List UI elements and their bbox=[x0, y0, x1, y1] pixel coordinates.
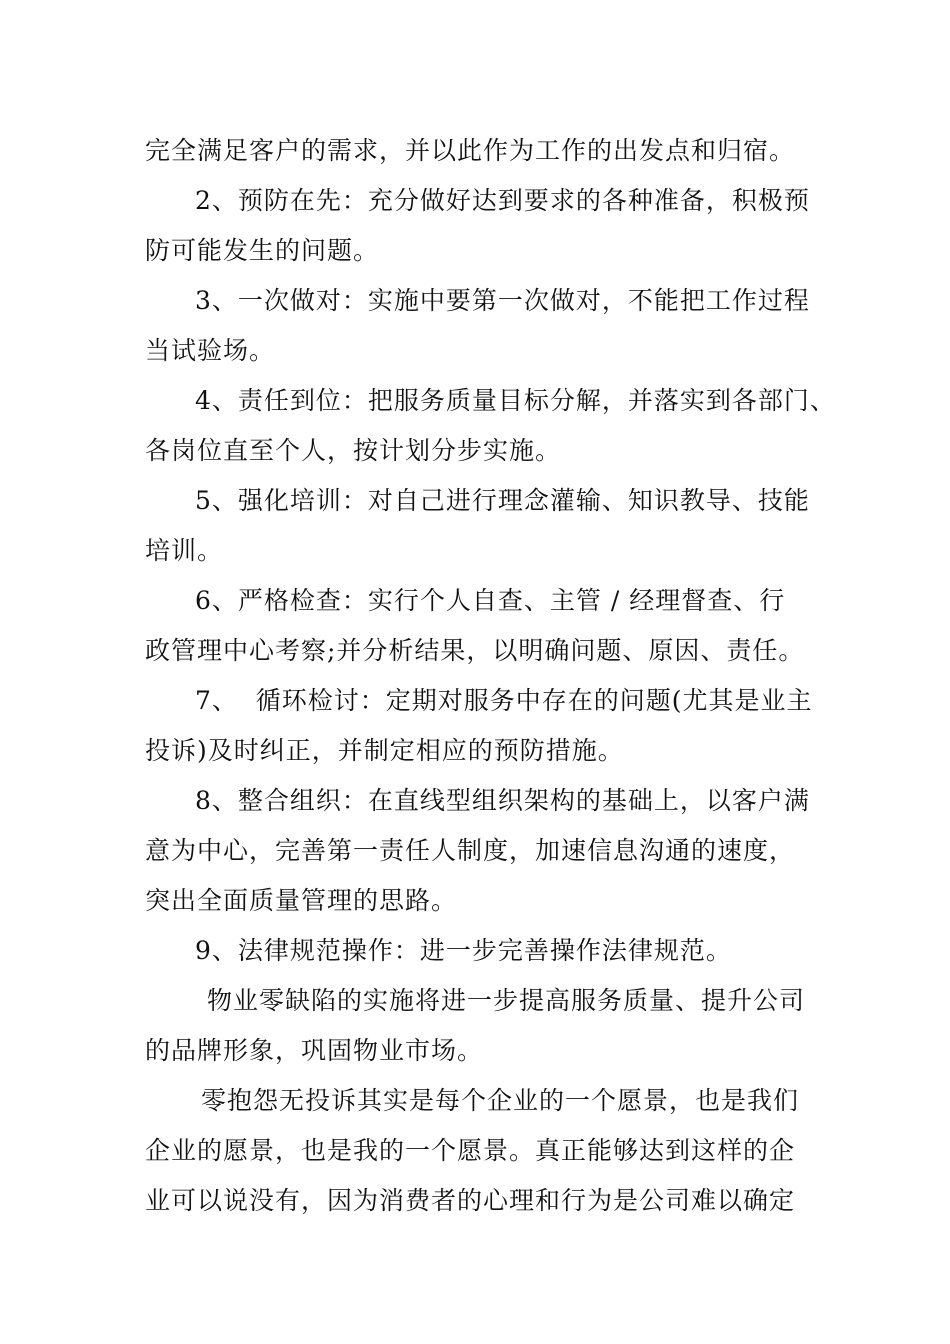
text-line: 4、责任到位：把服务质量目标分解，并落实到各部门、 bbox=[195, 386, 836, 415]
text-line: 8、整合组织：在直线型组织架构的基础上，以客户满 bbox=[195, 786, 810, 815]
text-line: 业可以说没有，因为消费者的心理和行为是公司难以确定 bbox=[145, 1186, 796, 1215]
text-line: 当试验场。 bbox=[145, 336, 276, 365]
text-line: 5、强化培训：对自己进行理念灌输、知识教导、技能 bbox=[195, 486, 810, 515]
text-line: 各岗位直至个人，按计划分步实施。 bbox=[145, 436, 562, 465]
text-line: 的品牌形象，巩固物业市场。 bbox=[145, 1036, 484, 1065]
text-line: 突出全面质量管理的思路。 bbox=[145, 886, 458, 915]
text-line: 3、一次做对：实施中要第一次做对，不能把工作过程 bbox=[195, 286, 810, 315]
text-line: 2、预防在先：充分做好达到要求的各种准备，积极预 bbox=[195, 186, 810, 215]
text-line: 物业零缺陷的实施将进一步提高服务质量、提升公司 bbox=[207, 986, 806, 1015]
text-line: 企业的愿景，也是我的一个愿景。真正能够达到这样的企 bbox=[145, 1136, 796, 1165]
text-line: 防可能发生的问题。 bbox=[145, 236, 380, 265]
document-body bbox=[145, 126, 836, 1226]
text-line: 完全满足客户的需求，并以此作为工作的出发点和归宿。 bbox=[145, 136, 796, 165]
text-line: 9、法律规范操作：进一步完善操作法律规范。 bbox=[195, 936, 732, 965]
text-line: 投诉)及时纠正，并制定相应的预防措施。 bbox=[145, 736, 624, 765]
text-line: 培训。 bbox=[145, 536, 224, 565]
text-line: 7、 循环检讨：定期对服务中存在的问题(尤其是业主 bbox=[195, 686, 813, 715]
text-line: 政管理中心考察;并分析结果，以明确问题、原因、责任。 bbox=[145, 636, 805, 665]
text-line: 6、严格检查：实行个人自查、主管 / 经理督查、行 bbox=[195, 586, 786, 615]
text-line: 零抱怨无投诉其实是每个企业的一个愿景，也是我们 bbox=[201, 1086, 800, 1115]
text-line: 意为中心，完善第一责任人制度，加速信息沟通的速度， bbox=[145, 836, 796, 865]
